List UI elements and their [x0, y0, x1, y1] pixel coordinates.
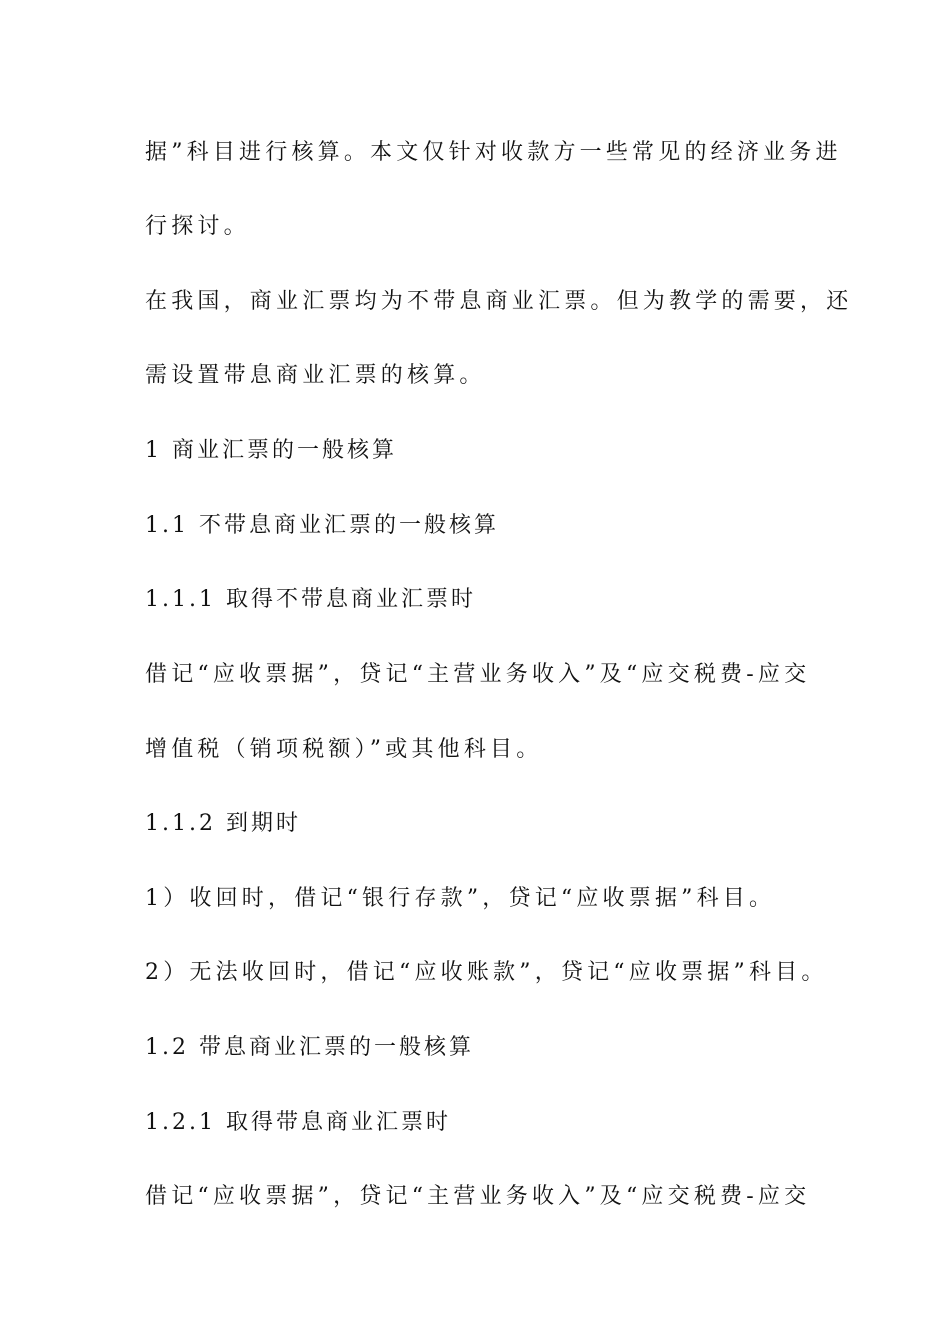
- paragraph-line: 据”科目进行核算。本文仅针对收款方一些常见的经济业务进: [145, 140, 842, 165]
- list-item: 1）收回时，借记“银行存款”，贷记“应收票据”科目。: [145, 886, 776, 911]
- section-heading: 1 商业汇票的一般核算: [145, 438, 397, 463]
- paragraph-line: 借记“应收票据”，贷记“主营业务收入”及“应交税费-应交: [145, 662, 811, 687]
- subsection-heading: 1.2 带息商业汇票的一般核算: [145, 1035, 474, 1060]
- subsubsection-heading: 1.2.1 取得带息商业汇票时: [145, 1110, 451, 1135]
- paragraph-line: 借记“应收票据”，贷记“主营业务收入”及“应交税费-应交: [145, 1184, 811, 1209]
- paragraph-line: 需设置带息商业汇票的核算。: [145, 363, 486, 388]
- paragraph-line: 在我国，商业汇票均为不带息商业汇票。但为教学的需要，还: [145, 289, 853, 314]
- subsubsection-heading: 1.1.2 到期时: [145, 811, 301, 836]
- paragraph-line: 行探讨。: [145, 214, 250, 239]
- paragraph-line: 增值税（销项税额）”或其他科目。: [145, 737, 543, 762]
- subsection-heading: 1.1 不带息商业汇票的一般核算: [145, 513, 499, 538]
- list-item: 2）无法收回时，借记“应收账款”，贷记“应收票据”科目。: [145, 960, 828, 985]
- subsubsection-heading: 1.1.1 取得不带息商业汇票时: [145, 587, 476, 612]
